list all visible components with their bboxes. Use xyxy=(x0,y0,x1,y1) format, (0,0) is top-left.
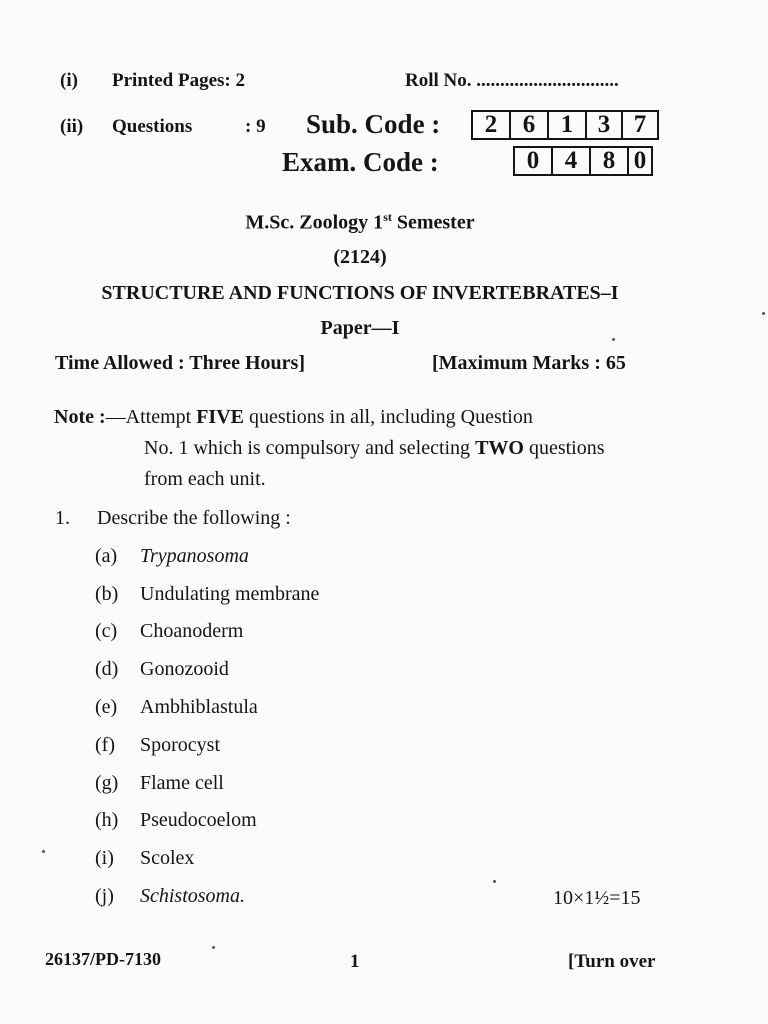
item-text: Undulating membrane xyxy=(140,583,320,605)
note-line-2 xyxy=(54,433,674,464)
item-label: (j) xyxy=(95,885,114,907)
question-prompt: Describe the following : xyxy=(97,507,291,529)
note-label: Note : xyxy=(54,406,106,428)
course-title xyxy=(0,210,720,235)
note-line-3: from each unit. xyxy=(144,468,266,490)
printed-pages-label: (i) xyxy=(60,70,78,91)
item-text: Scolex xyxy=(140,847,195,869)
exam-code-boxes xyxy=(513,146,653,176)
item-label: (d) xyxy=(95,658,119,680)
sub-code-digit: 2 xyxy=(471,110,511,140)
item-text: Choanoderm xyxy=(140,620,244,642)
scan-speck xyxy=(493,880,496,883)
course-superscript: st xyxy=(383,210,392,224)
item-text: Trypanosoma xyxy=(140,545,249,567)
exam-code-digit: 0 xyxy=(513,146,553,176)
scan-speck xyxy=(42,850,45,853)
exam-code-label: Exam. Code : xyxy=(282,147,439,177)
sub-code-boxes xyxy=(471,110,659,140)
exam-code-digit: 8 xyxy=(589,146,629,176)
item-label: (i) xyxy=(95,847,114,869)
sub-code-digit: 6 xyxy=(509,110,549,140)
turn-over-note: [Turn over xyxy=(568,951,656,972)
item-label: (h) xyxy=(95,809,119,831)
roll-no-field: Roll No. .............................. xyxy=(405,70,619,91)
item-text: Schistosoma. xyxy=(140,885,245,907)
note-text: questions xyxy=(523,437,605,459)
sub-code-digit: 3 xyxy=(585,110,623,140)
item-label: (e) xyxy=(95,696,118,718)
note-emphasis: TWO xyxy=(475,437,524,459)
course-name: M.Sc. Zoology 1 xyxy=(245,211,384,234)
item-text: Gonozooid xyxy=(140,658,229,680)
item-text: Ambhiblastula xyxy=(140,696,258,718)
exam-code-digit: 4 xyxy=(551,146,591,176)
subject-title: STRUCTURE AND FUNCTIONS OF INVERTEBRATES–I xyxy=(101,282,619,304)
note-text: No. 1 which is compulsory and selecting xyxy=(144,437,476,459)
note-text: questions in all, including Question xyxy=(243,406,533,428)
questions-text: Questions xyxy=(112,116,193,137)
item-text: Sporocyst xyxy=(140,734,220,756)
sub-code-digit: 7 xyxy=(621,110,659,140)
note-emphasis: FIVE xyxy=(196,406,244,428)
maximum-marks: [Maximum Marks : 65 xyxy=(432,352,626,374)
scan-speck xyxy=(612,338,615,341)
paper-id: 26137/PD-7130 xyxy=(45,949,161,969)
paper-number: Paper—I xyxy=(320,317,400,339)
scan-speck xyxy=(762,312,765,315)
item-label: (f) xyxy=(95,734,115,756)
course-semester: Semester xyxy=(391,211,475,234)
sub-code-label: Sub. Code : xyxy=(306,109,441,139)
questions-count: : 9 xyxy=(245,116,266,137)
note-text: —Attempt xyxy=(105,406,197,428)
item-label: (c) xyxy=(95,620,118,642)
item-label: (g) xyxy=(95,772,119,794)
instructions-note xyxy=(54,402,674,495)
exam-code-digit: 0 xyxy=(627,146,653,176)
question-number: 1. xyxy=(55,507,70,529)
page-number: 1 xyxy=(350,951,360,972)
item-text: Pseudocoelom xyxy=(140,809,257,831)
printed-pages-text: Printed Pages: 2 xyxy=(112,70,245,91)
paper-code: (2124) xyxy=(333,246,387,268)
questions-label: (ii) xyxy=(60,116,84,137)
item-text: Flame cell xyxy=(140,772,224,794)
question-marks: 10×1½=15 xyxy=(553,887,641,909)
scan-speck xyxy=(212,946,215,949)
item-label: (b) xyxy=(95,583,119,605)
time-allowed: Time Allowed : Three Hours] xyxy=(55,352,305,374)
sub-code-digit: 1 xyxy=(547,110,587,140)
item-label: (a) xyxy=(95,545,118,567)
